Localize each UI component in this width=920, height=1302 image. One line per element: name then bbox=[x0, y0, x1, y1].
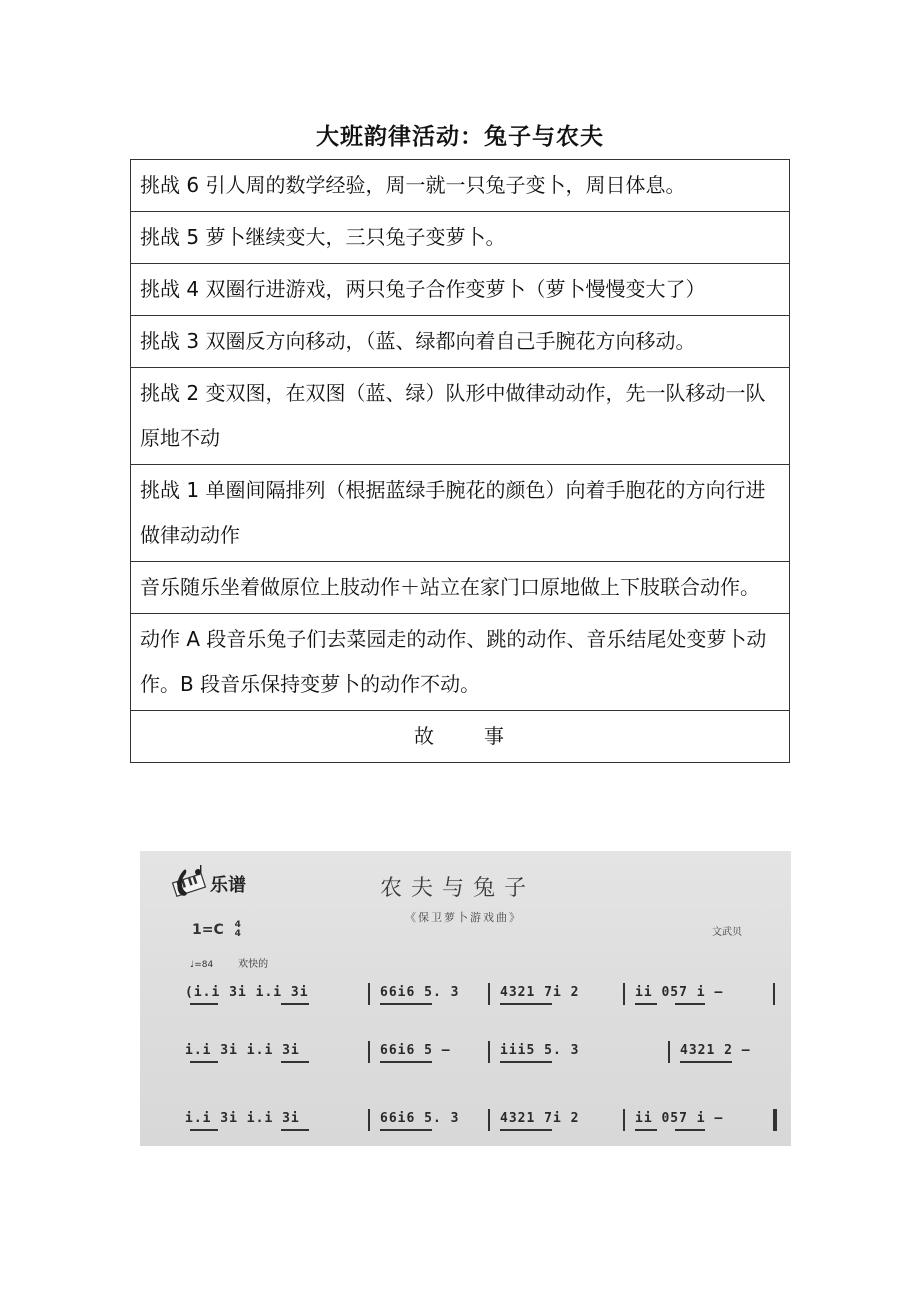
beam bbox=[190, 1129, 218, 1131]
measure: i.i 3i i.i 3i bbox=[185, 1111, 300, 1126]
beam bbox=[675, 1129, 705, 1131]
beam bbox=[190, 1003, 218, 1005]
beam bbox=[635, 1129, 657, 1131]
table-cell: 挑战 4 双圈行进游戏，两只兔子合作变萝卜（萝卜慢慢变大了） bbox=[131, 264, 790, 316]
table-cell: 挑战 2 变双图，在双图（蓝、绿）队形中做律动动作，先一队移动一队原地不动 bbox=[131, 368, 790, 465]
table-cell: 挑战 5 萝卜继续变大，三只兔子变萝卜。 bbox=[131, 212, 790, 264]
measure: iii5 5. 3 bbox=[500, 1043, 580, 1058]
bar-line bbox=[368, 983, 370, 1005]
score-line-3 bbox=[185, 1109, 780, 1137]
bar-line bbox=[368, 1041, 370, 1063]
measure: i.i 3i i.i 3i bbox=[185, 1043, 300, 1058]
beam bbox=[675, 1003, 705, 1005]
table-row bbox=[131, 614, 790, 711]
beam bbox=[281, 1129, 309, 1131]
bar-line bbox=[488, 1041, 490, 1063]
table-cell: 音乐随乐坐着做原位上肢动作＋站立在家门口原地做上下肢联合动作。 bbox=[131, 562, 790, 614]
end-repeat-bar bbox=[773, 1109, 777, 1131]
time-top: 4 bbox=[234, 920, 241, 930]
story-char-1: 故 bbox=[414, 724, 436, 748]
measure: ii 057 i – bbox=[635, 1111, 724, 1126]
table-row bbox=[131, 465, 790, 562]
measure: 66i6 5. 3 bbox=[380, 1111, 460, 1126]
score-subtitle: 《保卫萝卜游戏曲》 bbox=[405, 911, 522, 924]
score-line-2 bbox=[185, 1041, 780, 1069]
table-row bbox=[131, 212, 790, 264]
score-title: 农夫与兔子 bbox=[380, 876, 536, 901]
measure: 4321 2 – bbox=[680, 1043, 751, 1058]
score-composer: 文武贝 bbox=[712, 927, 742, 938]
beam bbox=[500, 1129, 552, 1131]
table-row bbox=[131, 264, 790, 316]
story-cell bbox=[131, 711, 790, 763]
measure: 66i6 5. 3 bbox=[380, 985, 460, 1000]
story-char-2: 事 bbox=[484, 724, 506, 748]
activity-table bbox=[130, 159, 790, 763]
table-cell: 动作 A 段音乐兔子们去菜园走的动作、跳的动作、音乐结尾处变萝卜动作。B 段音乐保持变萝卜的动作不动。 bbox=[131, 614, 790, 711]
beam bbox=[281, 1003, 309, 1005]
measure: 66i6 5 – bbox=[380, 1043, 451, 1058]
key-signature bbox=[192, 921, 241, 939]
beam bbox=[380, 1003, 432, 1005]
score-line-1 bbox=[185, 983, 780, 1011]
logo-text: 乐谱 bbox=[210, 875, 246, 896]
tempo-marking bbox=[190, 955, 268, 970]
tempo-value: ♩=84 bbox=[190, 960, 214, 970]
measure: 4321 7i 2 bbox=[500, 985, 580, 1000]
beam bbox=[281, 1061, 309, 1063]
beam bbox=[380, 1129, 432, 1131]
piano-note-icon bbox=[170, 864, 208, 900]
table-row bbox=[131, 562, 790, 614]
bar-line bbox=[488, 983, 490, 1005]
table-row bbox=[131, 368, 790, 465]
measure: ii 057 i – bbox=[635, 985, 724, 1000]
bar-line bbox=[623, 983, 625, 1005]
bar-line bbox=[668, 1041, 670, 1063]
music-score-image bbox=[140, 851, 791, 1146]
beam bbox=[680, 1061, 732, 1063]
table-cell: 挑战 1 单圈间隔排列（根据蓝绿手腕花的颜色）向着手胞花的方向行进做律动动作 bbox=[131, 465, 790, 562]
bar-line bbox=[623, 1109, 625, 1131]
time-signature bbox=[235, 921, 241, 939]
key-text: 1=C bbox=[192, 922, 224, 938]
beam bbox=[190, 1061, 218, 1063]
bar-line bbox=[488, 1109, 490, 1131]
mood-marking: 欢快的 bbox=[238, 959, 269, 970]
table-cell: 挑战 3 双圈反方向移动，（蓝、绿都向着自己手腕花方向移动。 bbox=[131, 316, 790, 368]
measure: 4321 7i 2 bbox=[500, 1111, 580, 1126]
table-row bbox=[131, 316, 790, 368]
time-bottom: 4 bbox=[234, 929, 241, 939]
table-row-footer bbox=[131, 711, 790, 763]
score-logo bbox=[170, 864, 260, 900]
beam bbox=[500, 1003, 552, 1005]
beam bbox=[380, 1061, 432, 1063]
table-cell: 挑战 6 引人周的数学经验，周一就一只兔子变卜，周日体息。 bbox=[131, 160, 790, 212]
measure: (i.i 3i i.i 3i bbox=[185, 985, 309, 1000]
document-title: 大班韵律活动：兔子与农夫 bbox=[316, 124, 604, 150]
beam bbox=[500, 1061, 552, 1063]
bar-line bbox=[773, 983, 775, 1005]
beam bbox=[635, 1003, 657, 1005]
table-row bbox=[131, 160, 790, 212]
bar-line bbox=[368, 1109, 370, 1131]
